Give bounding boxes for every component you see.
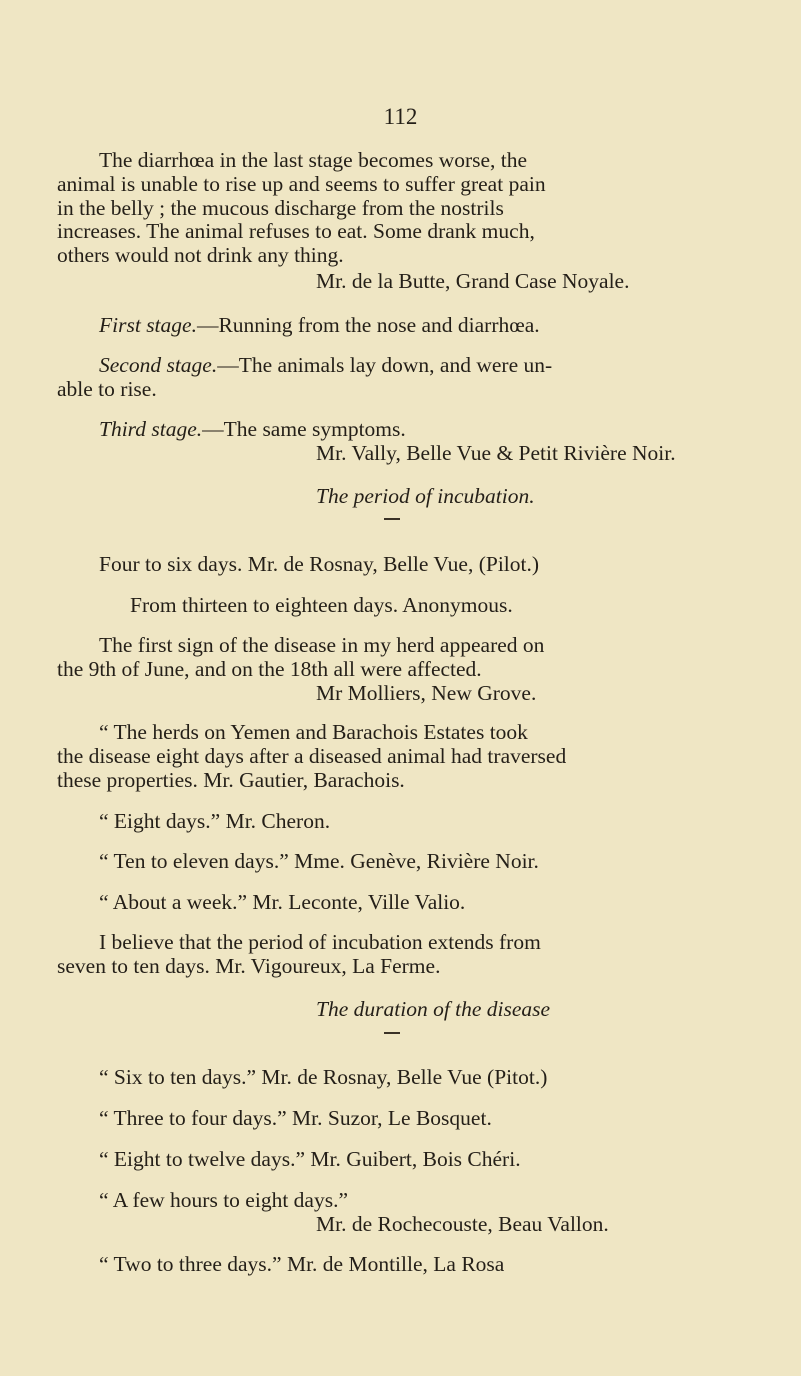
attribution: Mr. Vally, Belle Vue & Petit Rivière Noir.: [316, 441, 676, 465]
stage-text: —Running from the nose and diarrhœa.: [196, 313, 540, 337]
text-line: “ About a week.” Mr. Leconte, Ville Valio.: [99, 890, 466, 914]
stage-label: Third stage.: [99, 417, 203, 441]
text-line: seven to ten days. Mr. Vigoureux, La Ferme.: [57, 954, 441, 978]
divider: [384, 1032, 400, 1034]
divider: [384, 518, 400, 520]
stage-label: Second stage.: [99, 353, 218, 377]
text-line: animal is unable to rise up and seems to suffer great pain: [57, 172, 546, 196]
stage-label: First stage.: [99, 313, 197, 337]
text-line: in the belly ; the mucous discharge from the nostrils: [57, 196, 504, 220]
text-line: others would not drink any thing.: [57, 243, 344, 267]
text-line: “ The herds on Yemen and Barachois Estates took: [99, 720, 528, 744]
text-line: I believe that the period of incubation extends from: [99, 930, 541, 954]
text-line: The first sign of the disease in my herd appeared on: [99, 633, 545, 657]
text-line: “ Eight to twelve days.” Mr. Guibert, Bois Chéri.: [99, 1147, 521, 1171]
section-heading: The duration of the disease: [316, 997, 551, 1021]
text-line: increases. The animal refuses to eat. Some drank much,: [57, 219, 535, 243]
attribution: Mr. de Rochecouste, Beau Vallon.: [316, 1212, 609, 1236]
text-line: Four to six days. Mr. de Rosnay, Belle Vue, (Pilot.): [99, 552, 540, 576]
stage-entry: [99, 313, 540, 337]
text-line: “ Three to four days.” Mr. Suzor, Le Bosquet.: [99, 1106, 492, 1130]
text-line: the disease eight days after a diseased animal had traversed: [57, 744, 567, 768]
page-number: 112: [383, 104, 418, 129]
text-line: The diarrhœa in the last stage becomes worse, the: [99, 148, 528, 172]
text-line: “ Six to ten days.” Mr. de Rosnay, Belle Vue (Pitot.): [99, 1065, 548, 1089]
text-line: the 9th of June, and on the 18th all were affected.: [57, 657, 482, 681]
stage-text: —The animals lay down, and were un-: [217, 353, 553, 377]
text-line: “ Eight days.” Mr. Cheron.: [99, 809, 331, 833]
text-line: From thirteen to eighteen days. Anonymous.: [130, 593, 513, 617]
text-line: “ Ten to eleven days.” Mme. Genève, Rivière Noir.: [99, 849, 539, 873]
attribution: Mr. de la Butte, Grand Case Noyale.: [316, 269, 630, 293]
text-line: these properties. Mr. Gautier, Barachois.: [57, 768, 405, 792]
stage-entry: [99, 353, 552, 377]
attribution: Mr Molliers, New Grove.: [316, 681, 537, 705]
text-line: “ Two to three days.” Mr. de Montille, La Rosa: [99, 1252, 505, 1276]
stage-text: —The same symptoms.: [202, 417, 406, 441]
section-heading: The period of incubation.: [316, 484, 535, 508]
text-line: able to rise.: [57, 377, 157, 401]
text-line: “ A few hours to eight days.”: [99, 1188, 348, 1212]
stage-entry: [99, 417, 406, 441]
